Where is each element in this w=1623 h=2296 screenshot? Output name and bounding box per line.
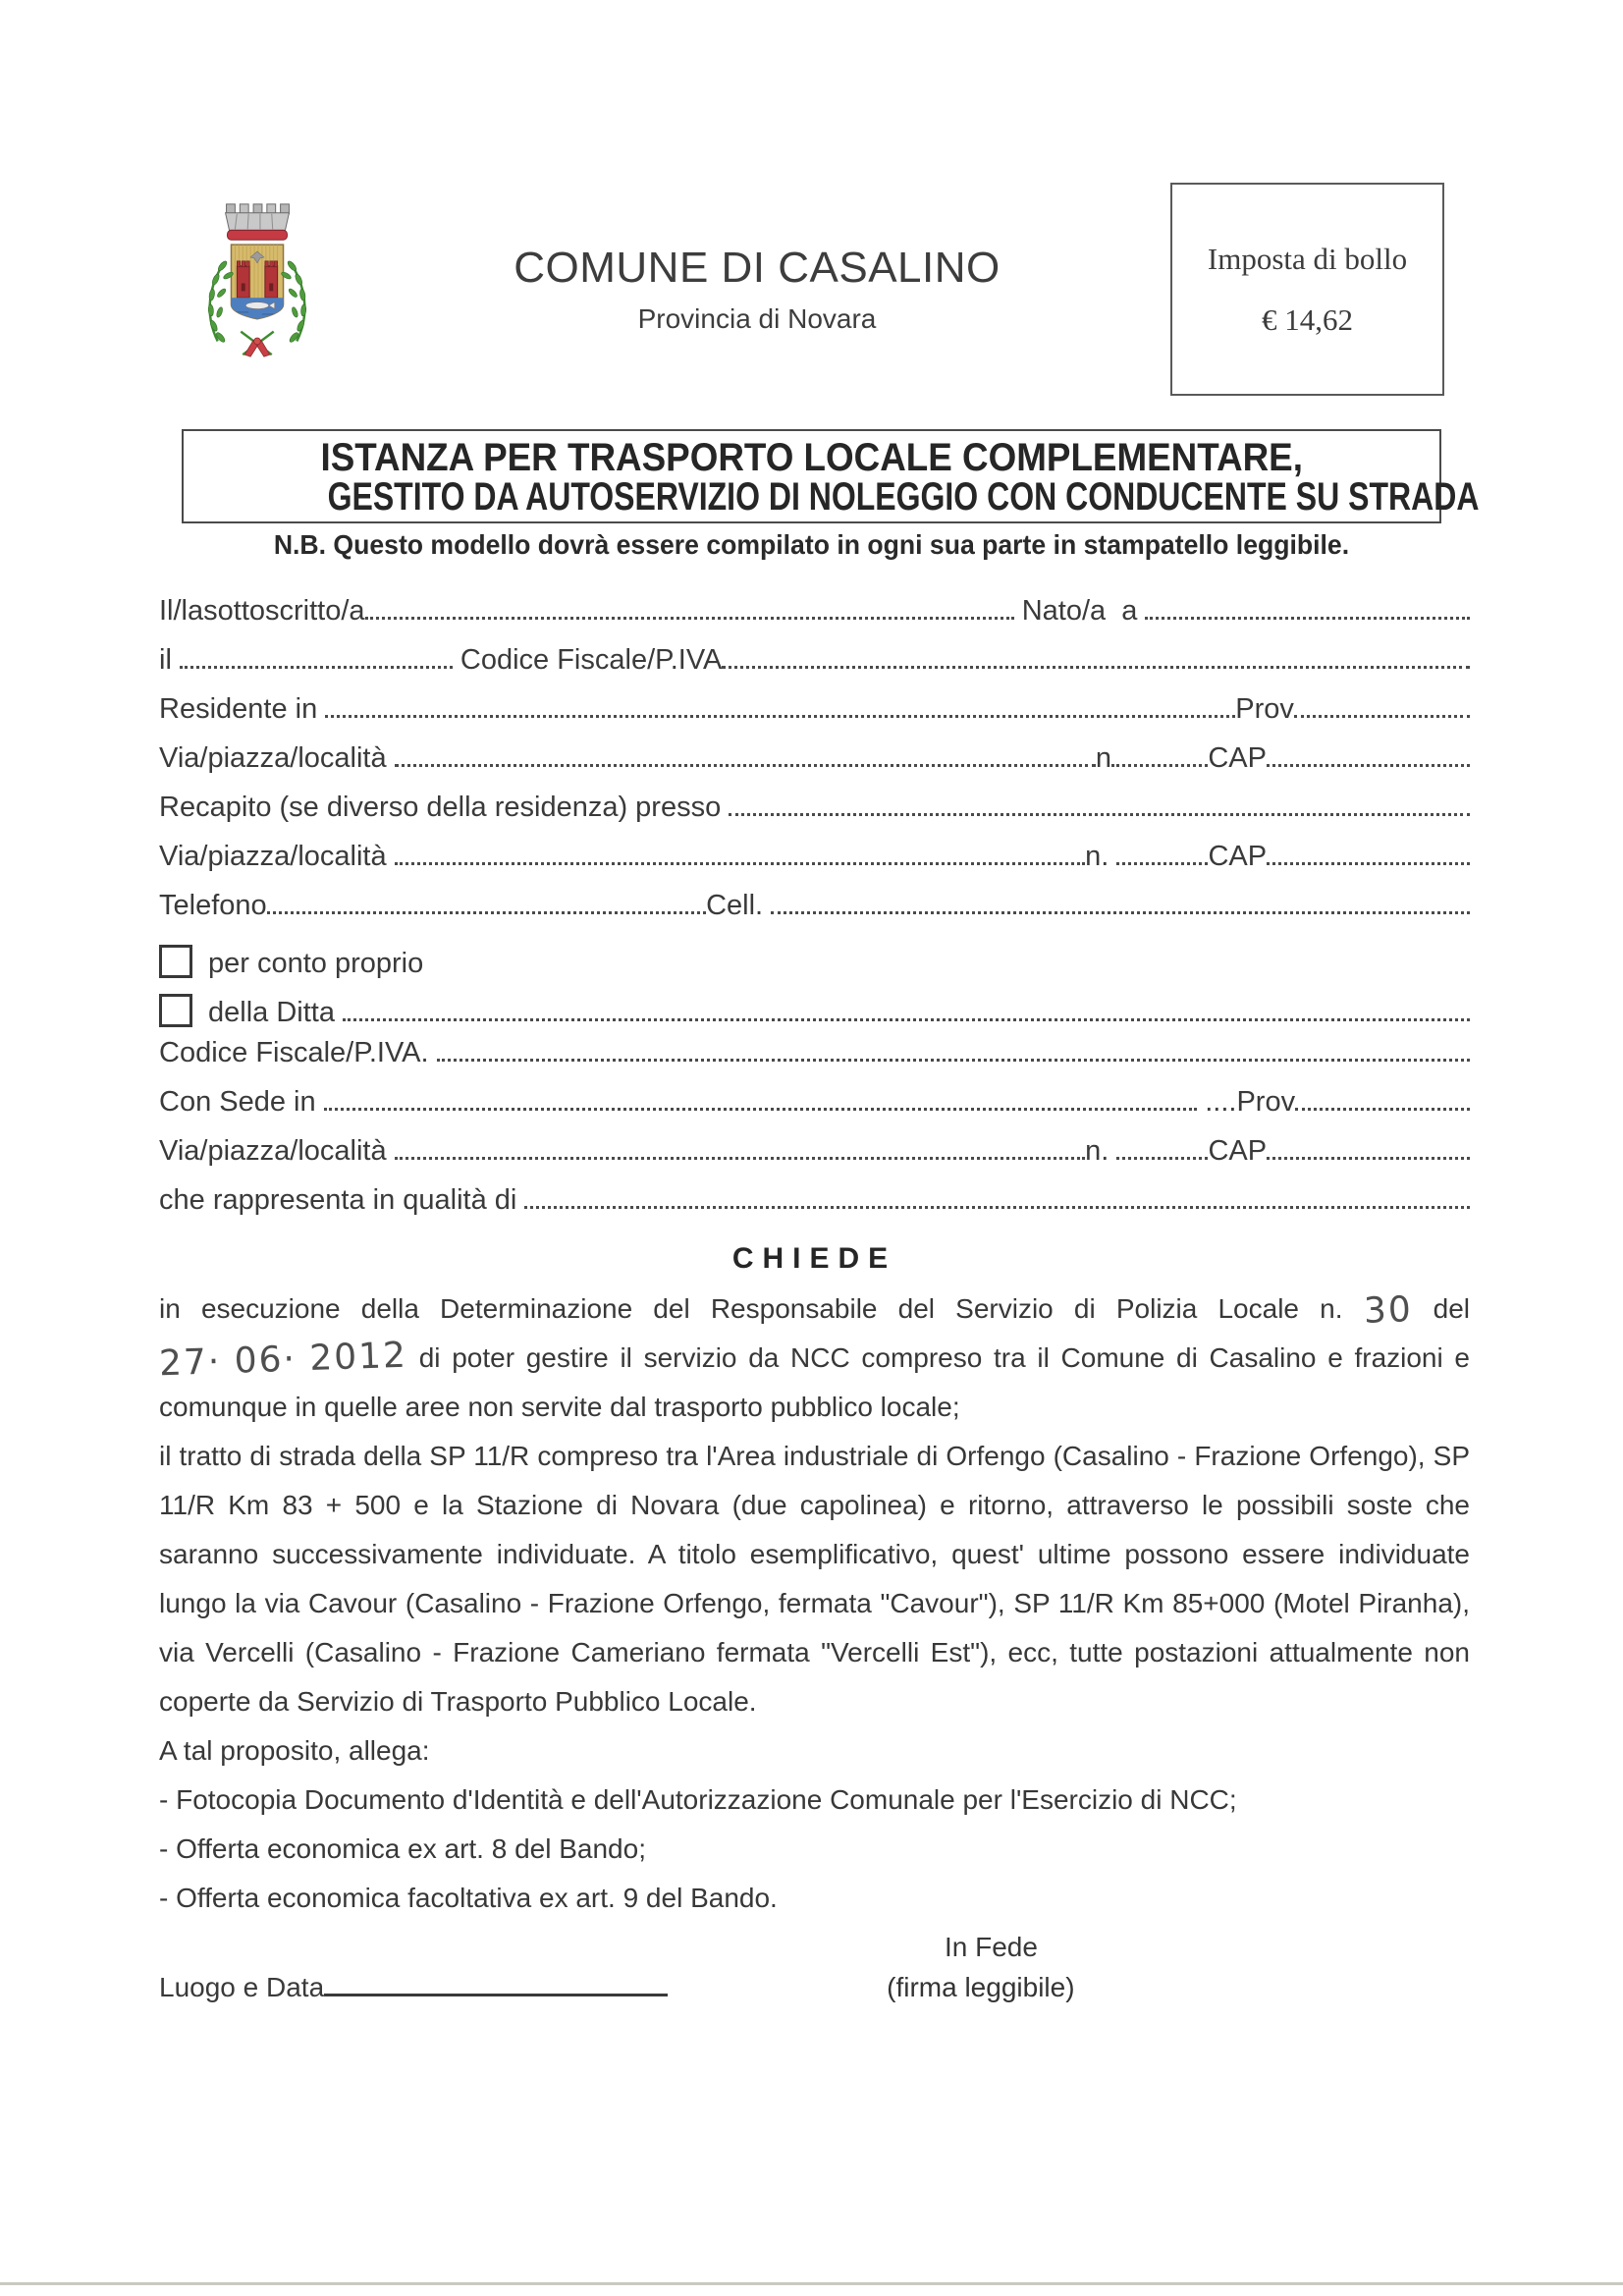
dotted-fill-field [395, 1157, 1085, 1160]
dotted-fill-field [1267, 1157, 1470, 1160]
attachment-item: - Fotocopia Documento d'Identità e dell'Autorizzazione Comunale per l'Esercizio di NCC; [159, 1784, 1237, 1815]
dotted-fill-field [324, 1108, 1198, 1111]
form-line [159, 890, 1470, 939]
dotted-fill-field [771, 911, 1470, 914]
dotted-fill-field [1294, 715, 1470, 718]
form-line [159, 1184, 1470, 1233]
dotted-fill-field [1116, 862, 1208, 865]
field-label: Cell. [706, 890, 772, 921]
signature-underline [324, 1994, 668, 1996]
field-label: n. [1085, 841, 1117, 872]
form-line [159, 644, 1470, 693]
dotted-fill-field [524, 1206, 1470, 1209]
dotted-fill-field [1295, 1108, 1470, 1111]
field-label: CAP [1208, 841, 1268, 872]
dotted-fill-field [1145, 617, 1470, 620]
field-label: il [159, 644, 180, 676]
form-title-line-2: GESTITO DA AUTOSERVIZIO DI NOLEGGIO CON CONDUCENTE SU STRADA [327, 475, 1480, 519]
form-line [159, 1037, 1470, 1086]
dotted-fill-field [722, 666, 1470, 669]
stamp-duty-box [1170, 183, 1444, 396]
dotted-fill-field [395, 862, 1085, 865]
document-header [0, 0, 1623, 429]
ribbon-icon [244, 338, 270, 356]
dotted-fill-field [395, 764, 1096, 767]
dotted-fill-field [1116, 1157, 1208, 1160]
province-subtitle: Provincia di Novara [637, 303, 877, 334]
checkbox [159, 945, 192, 978]
field-label: che rappresenta in qualità di [159, 1184, 525, 1216]
field-label: Nato/a a [1013, 595, 1146, 627]
dotted-fill-field [729, 813, 1470, 816]
shield-icon [229, 245, 285, 325]
field-label: Via/piazza/località [159, 742, 395, 774]
in-fede-label: In Fede [945, 1932, 1038, 1962]
field-label: CAP [1208, 1135, 1268, 1167]
field-label: CAP [1208, 742, 1267, 774]
form-line [159, 742, 1470, 792]
scan-artifact-line [0, 2282, 1623, 2285]
field-label: n. [1085, 1135, 1117, 1167]
form-line [159, 693, 1470, 742]
form-line [159, 841, 1470, 890]
stamp-duty-amount: € 14,62 [1262, 301, 1353, 337]
field-label: Codice Fiscale/P.IVA [452, 644, 723, 676]
dotted-fill-field [1111, 764, 1208, 767]
firma-leggibile-label: (firma leggibile) [887, 1972, 1075, 2002]
stamp-duty-label: Imposta di bollo [1207, 241, 1408, 276]
notice-line: N.B. Questo modello dovrà essere compilato in ogni sua parte in stampatello leggibile. [273, 529, 1350, 560]
field-label: Via/piazza/località [159, 841, 395, 872]
dotted-fill-field [365, 617, 1014, 620]
field-label: della Ditta [208, 997, 344, 1028]
field-label: Con Sede in [159, 1086, 324, 1118]
field-label: Codice Fiscale/P.IVA. [159, 1037, 437, 1068]
municipal-coat-of-arms [194, 196, 320, 365]
form-title-box [182, 429, 1480, 523]
dotted-fill-field [325, 715, 1235, 718]
field-label: Il/lasottoscritto/a [159, 595, 365, 627]
field-label: Telefono [159, 890, 267, 921]
dotted-fill-field [437, 1059, 1470, 1062]
attachment-item: - Offerta economica facoltativa ex art. 9 del Bando. [159, 1883, 778, 1913]
field-label: n [1095, 742, 1112, 774]
route-paragraph: il tratto di strada della SP 11/R compreso tra l'Area industriale di Orfengo (Casalino - Frazione Orfengo), SP 11/R Km 83 + 500 e la Stazione di Novara (due capolinea) e ritorno, attraverso le possibili soste che saranno successivamente individuate. A titolo esemplificativo, quest' ultime possono essere individuate lungo la via Cavour (Casalino - Frazione Orfengo, fermata "Cavour"), SP 11/R Km 85+000 (Motel Piranha), via Vercelli (Casalino - Frazione Cameriano fermata "Vercelli Est"), ecc, tutte postazioni attualmente non coperte da Servizio di Trasporto Pubblico Locale. [159, 1441, 1470, 1717]
form-content [159, 595, 1470, 2021]
dotted-fill-field [1267, 764, 1470, 767]
form-line [159, 792, 1470, 841]
fill-in-lines [159, 595, 1470, 1233]
signature-row [159, 1972, 1470, 2021]
form-line [159, 1086, 1470, 1135]
field-label: Recapito (se diverso della residenza) presso [159, 792, 730, 823]
dotted-fill-field [1267, 862, 1470, 865]
field-label: Via/piazza/località [159, 1135, 395, 1167]
fish-icon [245, 302, 269, 309]
field-label: ....Prov [1197, 1086, 1296, 1118]
attachments-intro: A tal proposito, allega: [159, 1735, 430, 1766]
mural-crown-icon [226, 204, 290, 240]
request-paragraph: in esecuzione della Determinazione del Responsabile del Servizio di Polizia Locale n. 30 del 27· 06· 2012 di poter gestire il servizio da NCC compreso tra il Comune di Casalino e frazioni e comunque in quelle aree non servite dal trasporto pubblico locale; [158, 1289, 1470, 1422]
handwritten-determination-date: 27· 06· 2012 [158, 1335, 408, 1385]
form-line [159, 595, 1470, 644]
municipality-heading [413, 244, 1101, 336]
chiede-heading: CHIEDE [731, 1242, 897, 1275]
field-label: Residente in [159, 693, 326, 725]
form-title-line-1: ISTANZA PER TRASPORTO LOCALE COMPLEMENTARE, [320, 436, 1303, 479]
municipality-name: COMUNE DI CASALINO [514, 244, 1001, 292]
dotted-fill-field [180, 666, 453, 669]
form-line [159, 988, 1470, 1037]
form-line [159, 939, 1470, 988]
luogo-e-data-label: Luogo e Data [159, 1972, 325, 2002]
dotted-fill-field [343, 1018, 1470, 1021]
form-line [159, 1135, 1470, 1184]
attachments-list [159, 1776, 1470, 1923]
handwritten-determination-number: 30 [1362, 1289, 1414, 1332]
attachment-item: - Offerta economica ex art. 8 del Bando; [159, 1833, 646, 1864]
checkbox [159, 994, 192, 1027]
dotted-fill-field [267, 911, 706, 914]
field-label: Prov [1235, 693, 1294, 725]
field-label: per conto proprio [208, 948, 424, 979]
